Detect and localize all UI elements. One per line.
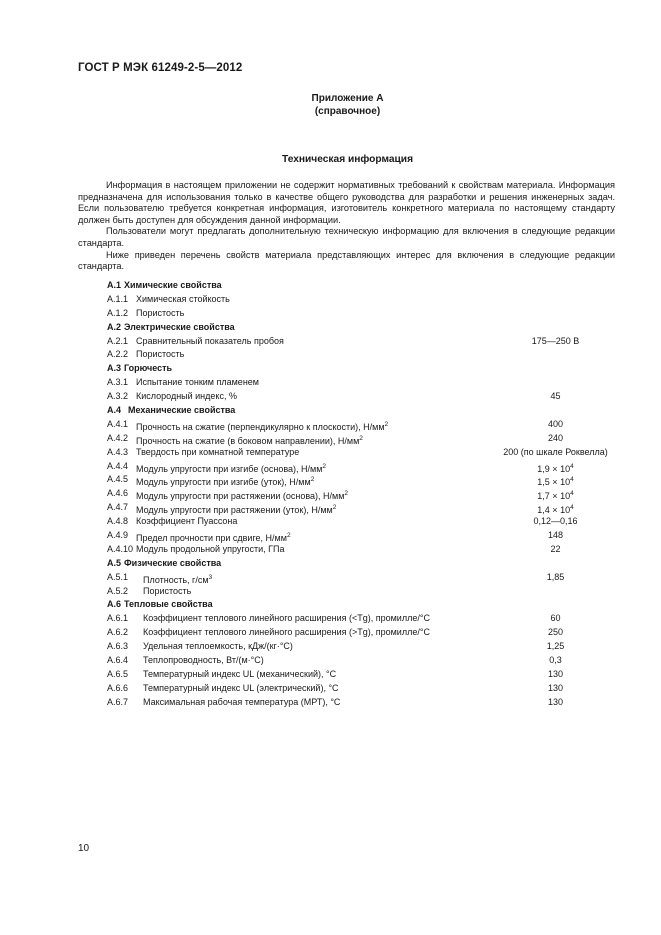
property-label — [124, 279, 222, 293]
property-row — [0, 612, 661, 626]
property-row — [0, 640, 661, 654]
label-superscript: 3 — [208, 573, 213, 581]
property-row — [0, 571, 661, 585]
property-code: А.6.4 — [107, 655, 129, 666]
property-label-text: Температурный индекс UL (механический), °С — [143, 668, 337, 679]
property-label — [124, 557, 221, 571]
property-label-text: Тепловые свойства — [124, 599, 213, 610]
property-value — [493, 446, 618, 460]
property-label-text: Электрические свойства — [124, 321, 235, 332]
property-label — [136, 543, 284, 557]
section-heading-row — [0, 404, 661, 418]
property-row — [0, 432, 661, 446]
property-value-text: 1,5 × 10 — [537, 477, 571, 488]
property-label-text: Модуль упругости при растяжении (уток), Н/мм — [136, 505, 333, 516]
property-code: А.5.1 — [107, 571, 129, 582]
properties-list — [0, 279, 661, 710]
property-label-text: Твердость при комнатной температуре — [136, 446, 300, 457]
property-code: А.1 — [107, 280, 122, 290]
property-code: А.4.4 — [107, 460, 129, 471]
section-heading-row — [0, 279, 661, 293]
property-value-text: 22 — [550, 543, 561, 554]
property-label-text: Горючесть — [124, 363, 173, 374]
property-value-text: 175—250 В — [531, 335, 580, 346]
label-superscript: 2 — [344, 490, 349, 498]
property-value-text: 130 — [547, 696, 564, 707]
property-value — [493, 682, 618, 696]
label-superscript: 2 — [310, 476, 315, 484]
property-value-text: 0,12—0,16 — [533, 516, 578, 527]
property-value-text: 1,7 × 10 — [537, 491, 571, 502]
property-row — [0, 390, 661, 404]
property-code: А.5 — [107, 557, 122, 568]
property-value-text: 1,9 × 10 — [537, 463, 571, 474]
property-label-text: Плотность, г/см — [143, 574, 209, 585]
property-value-text: 45 — [550, 391, 561, 402]
property-code: А.6.6 — [107, 682, 129, 693]
section-heading-row — [0, 321, 661, 335]
property-row — [0, 487, 661, 501]
property-row — [0, 460, 661, 474]
property-row — [0, 626, 661, 640]
property-value — [493, 612, 618, 626]
property-value-text: 200 (по шкале Роквелла) — [503, 446, 608, 457]
value-superscript: 4 — [570, 476, 574, 484]
property-label-text: Коэффициент теплового линейного расширения (>Tg), промилле/°С — [143, 627, 430, 638]
property-label-text: Сравнительный показатель пробоя — [136, 335, 284, 346]
property-code: А.6.7 — [107, 696, 129, 707]
property-value-text: 60 — [550, 613, 561, 624]
page-number: 10 — [78, 843, 90, 854]
property-code: А.4.5 — [107, 474, 129, 485]
property-code: А.4.6 — [107, 488, 129, 499]
property-label — [143, 682, 339, 696]
property-value — [493, 418, 618, 432]
property-code: А.6.2 — [107, 627, 129, 638]
label-superscript: 2 — [332, 504, 337, 512]
section-heading-row — [0, 557, 661, 571]
property-code: А.4.8 — [107, 516, 129, 527]
label-superscript: 2 — [359, 434, 363, 442]
property-value — [493, 529, 618, 543]
property-value-text: 1,25 — [546, 641, 565, 652]
property-label-text: Кислородный индекс, % — [136, 391, 237, 402]
property-row — [0, 335, 661, 349]
property-label — [136, 293, 230, 307]
property-value — [493, 390, 618, 404]
property-value — [493, 654, 618, 668]
property-value — [493, 515, 618, 529]
property-value-text: 400 — [547, 418, 564, 429]
property-code: А.1.2 — [107, 307, 129, 318]
property-code: А.6 — [107, 599, 122, 610]
property-label-text: Химические свойства — [124, 280, 222, 290]
property-value — [493, 696, 618, 710]
property-value — [493, 543, 618, 557]
property-code: А.4.1 — [107, 418, 129, 429]
property-label — [136, 390, 237, 404]
property-label — [124, 362, 172, 376]
property-row — [0, 515, 661, 529]
property-label-text: Коэффициент теплового линейного расширения (<Tg), промилле/°С — [143, 613, 430, 624]
property-code: А.2.1 — [107, 335, 129, 346]
property-label — [136, 335, 284, 349]
property-value — [493, 335, 618, 349]
property-label — [136, 446, 299, 460]
property-value-text: 148 — [547, 530, 564, 541]
property-value-text: 1,4 × 10 — [537, 505, 571, 516]
property-label-text: Модуль упругости при растяжении (основа), Н/мм — [136, 491, 345, 502]
property-row — [0, 418, 661, 432]
property-code: А.4 — [107, 405, 122, 416]
section-heading-row — [0, 362, 661, 376]
property-row — [0, 348, 661, 362]
property-label — [143, 585, 191, 599]
property-value-text: 130 — [547, 682, 564, 693]
property-code: А.4.9 — [107, 530, 129, 541]
property-row — [0, 585, 661, 599]
property-row — [0, 654, 661, 668]
property-label-text: Механические свойства — [128, 405, 236, 416]
property-value — [493, 626, 618, 640]
property-row — [0, 501, 661, 515]
appendix-title: Приложение А — [311, 93, 384, 104]
property-row — [0, 446, 661, 460]
property-label — [124, 598, 213, 612]
intro-paragraph: Пользователи могут предлагать дополнительную техническую информацию для включения в следующие редакции стандарта. — [78, 226, 615, 248]
property-row — [0, 307, 661, 321]
property-label-text: Теплопроводность, Вт/(м·°С) — [143, 655, 264, 666]
section-title: Техническая информация — [281, 154, 414, 165]
property-code: А.4.7 — [107, 502, 129, 513]
property-label-text: Предел прочности при сдвиге, Н/мм — [136, 533, 287, 544]
value-superscript: 4 — [570, 490, 574, 498]
property-code: А.6.3 — [107, 641, 129, 652]
property-label-text: Испытание тонким пламенем — [136, 377, 259, 388]
property-label — [143, 654, 264, 668]
property-label-text: Прочность на сжатие (перпендикулярно к плоскости), Н/мм — [136, 421, 385, 432]
intro-paragraph: Информация в настоящем приложении не содержит нормативных требований к свойствам материала. Информация предназначена для использования только в качестве общего руководства для разработки и решения инженерных задач. Если пользователю требуется конкретная информация, изготовитель конкретного материала по настоящему стандарту должен быть доступен для обсуждения данной информации. — [78, 180, 615, 225]
property-value — [493, 571, 618, 585]
label-superscript: 2 — [322, 462, 327, 470]
property-label-text: Модуль продольной упругости, ГПа — [136, 543, 285, 554]
property-code: А.3.1 — [107, 377, 129, 388]
document-id: ГОСТ Р МЭК 61249-2-5—2012 — [78, 62, 243, 74]
property-value-text: 240 — [547, 432, 564, 443]
label-superscript: 2 — [286, 532, 291, 540]
property-code: А.3.2 — [107, 391, 129, 402]
property-row — [0, 293, 661, 307]
property-value — [493, 668, 618, 682]
property-row — [0, 668, 661, 682]
property-code: А.4.3 — [107, 446, 129, 457]
property-code: А.6.1 — [107, 613, 129, 624]
property-label — [136, 376, 259, 390]
property-label-text: Модуль упругости при изгибе (основа), Н/мм — [136, 463, 323, 474]
property-label — [143, 696, 340, 710]
property-row — [0, 376, 661, 390]
property-code: А.4.2 — [107, 432, 129, 443]
property-label — [143, 612, 430, 626]
property-row — [0, 473, 661, 487]
property-code: А.5.2 — [107, 585, 129, 596]
property-value — [493, 640, 618, 654]
property-label — [128, 404, 235, 418]
appendix-heading — [0, 92, 661, 118]
property-code: А.1.1 — [107, 293, 129, 304]
property-label-text: Прочность на сжатие (в боковом направлении), Н/мм — [136, 435, 360, 446]
label-superscript: 2 — [384, 420, 389, 428]
value-superscript: 4 — [570, 462, 574, 470]
property-code: А.3 — [107, 363, 122, 374]
property-value-text: 0,3 — [549, 655, 562, 666]
property-label-text: Пористость — [143, 585, 192, 596]
property-label — [143, 668, 336, 682]
property-code: А.2.2 — [107, 349, 129, 360]
property-label-text: Физические свойства — [124, 557, 222, 568]
intro-paragraph: Ниже приведен перечень свойств материала представляющих интерес для включения в следующие редакции стандарта. — [78, 249, 615, 272]
property-label-text: Удельная теплоемкость, кДж/(кг·°С) — [143, 641, 293, 652]
property-label-text: Максимальная рабочая температура (МРТ), °С — [143, 696, 341, 707]
property-label-text: Температурный индекс UL (электрический), °С — [143, 682, 339, 693]
property-label — [143, 640, 293, 654]
property-value — [493, 432, 618, 446]
property-label-text: Пористость — [136, 349, 185, 360]
section-heading-row — [0, 598, 661, 612]
property-label-text: Пористость — [136, 307, 185, 318]
property-value-text: 130 — [547, 668, 564, 679]
property-label — [136, 348, 184, 362]
property-label — [136, 307, 184, 321]
property-value-text: 1,85 — [546, 571, 565, 582]
property-row — [0, 682, 661, 696]
property-label — [136, 515, 237, 529]
property-value-text: 250 — [547, 627, 564, 638]
intro-text — [78, 180, 615, 273]
property-row — [0, 696, 661, 710]
property-code: А.2 — [107, 321, 122, 332]
property-label-text: Модуль упругости при изгибе (уток), Н/мм — [136, 477, 311, 488]
property-row — [0, 529, 661, 543]
property-label — [143, 626, 430, 640]
property-code: А.6.5 — [107, 668, 129, 679]
property-label — [124, 321, 235, 335]
property-code: А.4.10 — [107, 543, 134, 554]
value-superscript: 4 — [570, 504, 574, 512]
appendix-subtitle: (справочное) — [314, 106, 381, 117]
property-label-text: Химическая стойкость — [136, 293, 230, 304]
property-row — [0, 543, 661, 557]
property-label-text: Коэффициент Пуассона — [136, 516, 238, 527]
